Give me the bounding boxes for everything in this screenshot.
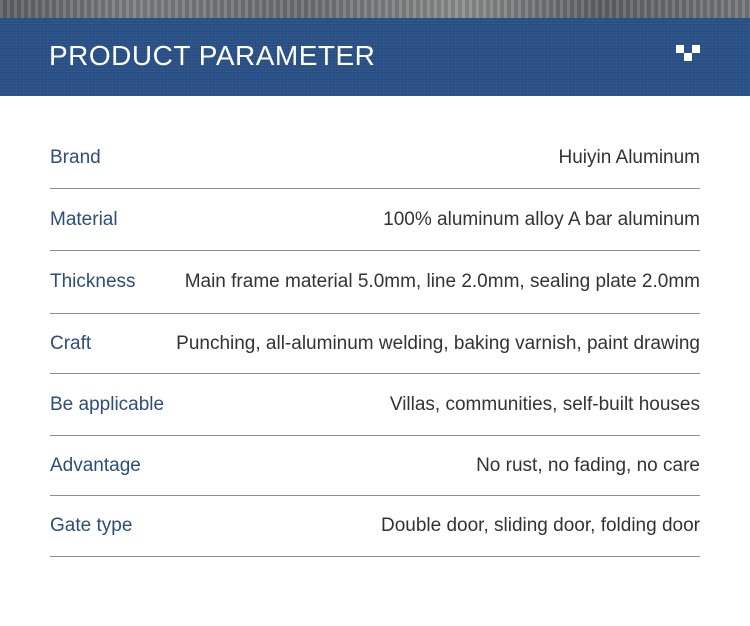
param-label-gate-type: Gate type	[50, 515, 133, 536]
table-row	[50, 251, 700, 314]
parameter-table	[50, 128, 700, 557]
param-label-brand: Brand	[50, 147, 101, 168]
param-label-material: Material	[50, 208, 118, 230]
table-row	[50, 374, 700, 436]
param-value-brand: Huiyin Aluminum	[558, 147, 700, 168]
param-label-applicable: Be applicable	[50, 393, 165, 415]
param-label-craft: Craft	[50, 332, 92, 354]
table-row	[50, 496, 700, 557]
param-value-applicable: Villas, communities, self-built houses	[389, 393, 700, 415]
table-row	[50, 189, 700, 251]
param-value-craft: Punching, all-aluminum welding, baking varnish, paint drawing	[176, 332, 700, 354]
param-value-advantage: No rust, no fading, no care	[476, 454, 700, 476]
param-value-gate-type: Double door, sliding door, folding door	[380, 515, 700, 536]
table-row	[50, 128, 700, 189]
param-value-thickness: Main frame material 5.0mm, line 2.0mm, sealing plate 2.0mm	[184, 271, 700, 292]
header-photo-strip	[0, 0, 750, 18]
param-label-advantage: Advantage	[50, 454, 141, 476]
param-value-material: 100% aluminum alloy A bar aluminum	[383, 208, 700, 230]
table-row	[50, 436, 700, 496]
page-title: PRODUCT PARAMETER	[49, 40, 376, 71]
param-label-thickness: Thickness	[50, 271, 136, 292]
pixel-arrow-down-icon	[676, 45, 700, 61]
section-header	[0, 18, 750, 96]
table-row	[50, 314, 700, 374]
